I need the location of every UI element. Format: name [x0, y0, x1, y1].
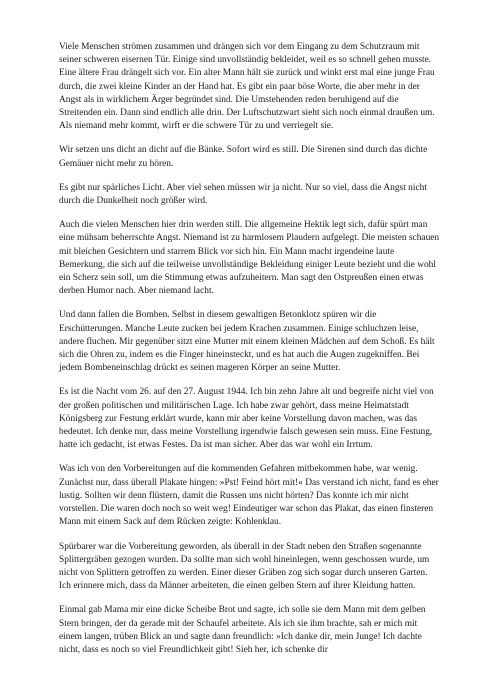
paragraph: Und dann fallen die Bomben. Selbst in diesem gewaltigen Betonklotz spüren wir die Erschütterungen. Manche Leute zucken bei jedem Krachen zusammen. Einige schluchzen leise, andere fluchen. Mir gegenüber sitzt eine Mutter mit einem kleinen Mädchen auf dem Schoß. Es hält sich die Ohren zu, indem es die Finger hineinsteckt, und es hat auch die Augen zugekniffen. Bei jedem Bombeneinschlag drückt es seinen mageren Körper an seine Mutter. — [59, 310, 435, 374]
paragraph: Viele Menschen strömen zusammen und drängen sich vor dem Eingang zu dem Schutzraum mit seiner schweren eisernen Tür. Einige sind unvollständig bekleidet, weil es so schnell gehen musste. Eine ältere Frau drängelt sich vor. Ein alter Mann hält sie zurück und winkt erst mal eine junge Frau durch, die zwei kleine Kinder an der Hand hat. Es gibt ein paar böse Worte, die aber mehr in der Angst als in wirklichem Ärger begründet sind. Die Umstehenden reden beruhigend auf die Streitenden ein. Dann sind endlich alle drin. Der Luftschutzwart sieht sich noch einmal draußen um. Als niemand mehr kommt, wirft er die schwere Tür zu und verriegelt sie. — [59, 42, 435, 132]
paragraph: Es gibt nur spärliches Licht. Aber viel sehen müssen wir ja nicht. Nur so viel, dass die Angst nicht durch die Dunkelheit noch größer wird. — [59, 182, 427, 207]
document-body — [59, 41, 441, 668]
paragraph: Auch die vielen Menschen hier drin werden still. Die allgemeine Hektik legt sich, dafür spürt man eine mühsam beherrschte Angst. Niemand ist zu harmlosem Plaudern aufgelegt. Die meisten schauen mit bleichen Gesichtern und starrem Blick vor sich hin. Ein Mann macht irgendeine laute Bemerkung, die sich auf die teilweise unvollständige Bekleidung einiger Leute bezieht und die wohl ein Scherz sein soll, um die Stimmung etwas aufzuheitern. Man sagt den Ostpreußen einen etwas derben Humor nach. Aber niemand lacht. — [59, 220, 440, 297]
paragraph: Was ich von den Vorbereitungen auf die kommenden Gefahren mitbekommen habe, war wenig. Zunächst nur, dass überall Plakate hingen: »Pst! Feind hört mit!« Das verstand ich nicht, fand es eher lustig. Sollten wir denn flüstern, damit die Russen uns nicht hörten? Das konnte ich mir nicht vorstellen. Die waren doch noch so weit weg! Eindeutiger war schon das Plakat, das einen finsteren Mann mit einem Sack auf dem Rücken zeigte: Kohlenklau. — [59, 464, 439, 528]
paragraph: Es ist die Nacht vom 26. auf den 27. August 1944. Ich bin zehn Jahre alt und begreife nicht viel von der großen politischen und militärischen Lage. Ich habe zwar gehört, dass meine Heimatstadt Königsberg zur Festung erklärt wurde, kann mir aber keine Vorstellung davon machen, was das bedeutet. Ich denke nur, dass meine Vorstellung irgendwie falsch gewesen sein muss. Eine Festung, hatte ich gedacht, ist etwas Festes. Da ist man sicher. Aber das war wohl ein Irrtum. — [59, 387, 434, 451]
paragraph: Wir setzen uns dicht an dicht auf die Bänke. Sofort wird es still. Die Sirenen sind durch das dichte Gemäuer nicht mehr zu hören. — [59, 145, 428, 169]
paragraph: Spürbarer war die Vorbereitung geworden, als überall in der Stadt neben den Straßen sogenannte Splittergräben gezogen wurden. Da sollte man sich wohl hineinlegen, wenn geschossen wurde, um nicht von Splittern getroffen zu werden. Einer dieser Gräben zog sich sogar durch unseren Garten. Ich erinnere mich, dass da Männer arbeiteten, die einen gelben Stern auf ihrer Kleidung hatten. — [59, 541, 430, 592]
paragraph: Einmal gab Mama mir eine dicke Scheibe Brot und sagte, ich solle sie dem Mann mit dem gelben Stern bringen, der da gerade mit der Schaufel arbeitete. Als ich sie ihm brachte, sah er mich mit einem langen, trüben Blick an und sagte dann freundlich: »Ich danke dir, mein Junge! Ich dachte nicht, dass es noch so viel Freundlichkeit gibt! Sieh her, ich schenke dir — [59, 605, 426, 655]
